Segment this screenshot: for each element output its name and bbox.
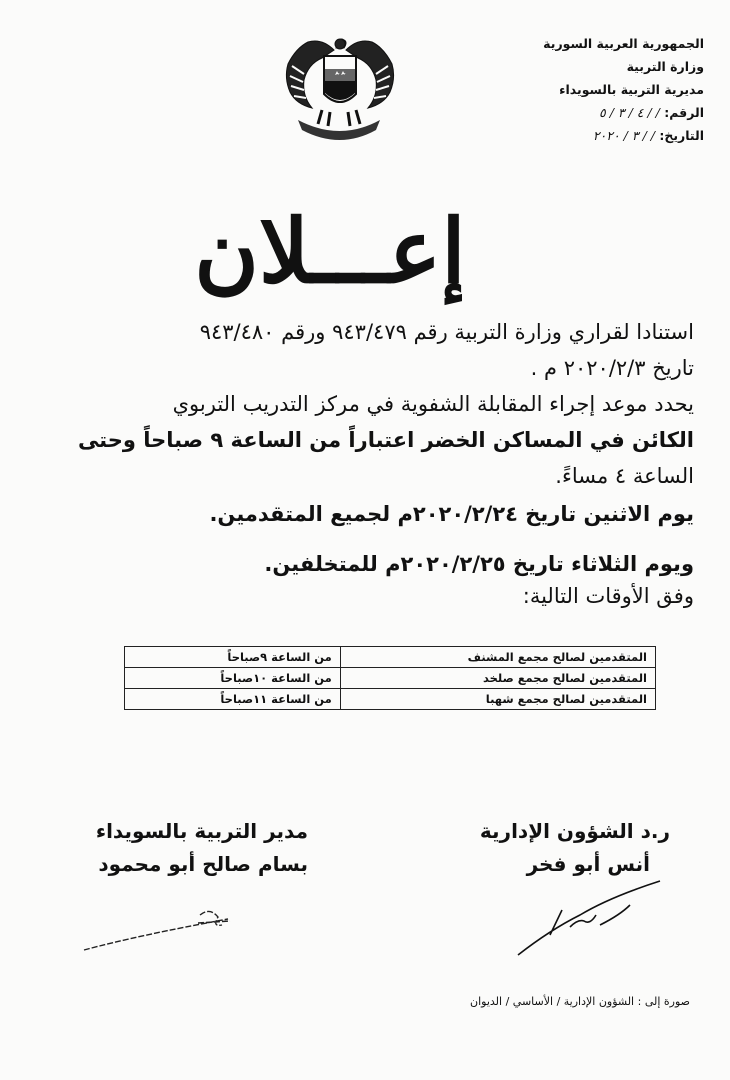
- schedule-row: [125, 668, 656, 689]
- republic-line: الجمهورية العربية السورية: [543, 36, 704, 51]
- ministry-line: وزارة التربية: [626, 59, 704, 74]
- decision-date-line: تاريخ ٢٠٢٠/٢/٣ م .: [530, 356, 694, 380]
- date-value: / / ٣ / ٢٠٢٠: [592, 128, 655, 143]
- decision-reference-line: استنادا لقراري وزارة التربية رقم ٩٤٣/٤٧٩ ورقم ٩٤٣/٤٨٠: [199, 320, 694, 344]
- director-title: مدير التربية بالسويداء: [95, 819, 308, 843]
- schedule-row: [125, 689, 656, 710]
- schedule-group: المتقدمين لصالح مجمع شهبا: [340, 689, 655, 710]
- schedule-intro: وفق الأوقات التالية:: [522, 584, 694, 608]
- announcement-title: إعـــلان: [194, 199, 466, 303]
- tuesday-date-line: ويوم الثلاثاء تاريخ ٢٠٢٠/٢/٢٥م للمتخلفين.: [264, 552, 694, 576]
- director-signature: [68, 815, 308, 881]
- copy-to-line: صورة إلى : الشؤون الإدارية / الأساسي / الديوان: [470, 995, 690, 1008]
- handwritten-signature-left: [80, 905, 240, 955]
- date-label: التاريخ:: [659, 128, 704, 143]
- schedule-time: من الساعة ٩صباحاً: [125, 647, 341, 668]
- schedule-row: [125, 647, 656, 668]
- schedule-group: المتقدمين لصالح مجمع صلخد: [340, 668, 655, 689]
- eagle-emblem-icon: [278, 30, 400, 142]
- monday-date-line: يوم الاثنين تاريخ ٢٠٢٠/٢/٢٤م لجميع المتقدمين.: [209, 502, 694, 526]
- number-value: / / ٤ / ٣ / ٥: [599, 105, 660, 120]
- interview-line-3: الساعة ٤ مساءً.: [555, 464, 694, 488]
- number-label: الرقم:: [664, 105, 704, 120]
- handwritten-signature-right: [510, 875, 670, 960]
- interview-line-2: الكائن في المساكن الخضر اعتباراً من الساعة ٩ صباحاً وحتى: [77, 428, 694, 452]
- ministry-header: [524, 32, 704, 147]
- reference-number: [524, 101, 704, 124]
- directorate-line: مديرية التربية بالسويداء: [559, 82, 704, 97]
- admin-affairs-name: أنس أبو فخر: [526, 852, 650, 876]
- reference-date: [524, 124, 704, 147]
- admin-affairs-title: ر.د الشؤون الإدارية: [479, 819, 670, 843]
- director-name: بسام صالح أبو محمود: [98, 852, 308, 876]
- schedule-time: من الساعة ١٠صباحاً: [125, 668, 341, 689]
- schedule-group: المتقدمين لصالح مجمع المشنف: [340, 647, 655, 668]
- announcement-body: [54, 314, 694, 614]
- schedule-table: [124, 646, 656, 710]
- interview-line-1: يحدد موعد إجراء المقابلة الشفوية في مركز التدريب التربوي: [172, 392, 694, 416]
- admin-affairs-signature: [420, 815, 670, 881]
- schedule-time: من الساعة ١١صباحاً: [125, 689, 341, 710]
